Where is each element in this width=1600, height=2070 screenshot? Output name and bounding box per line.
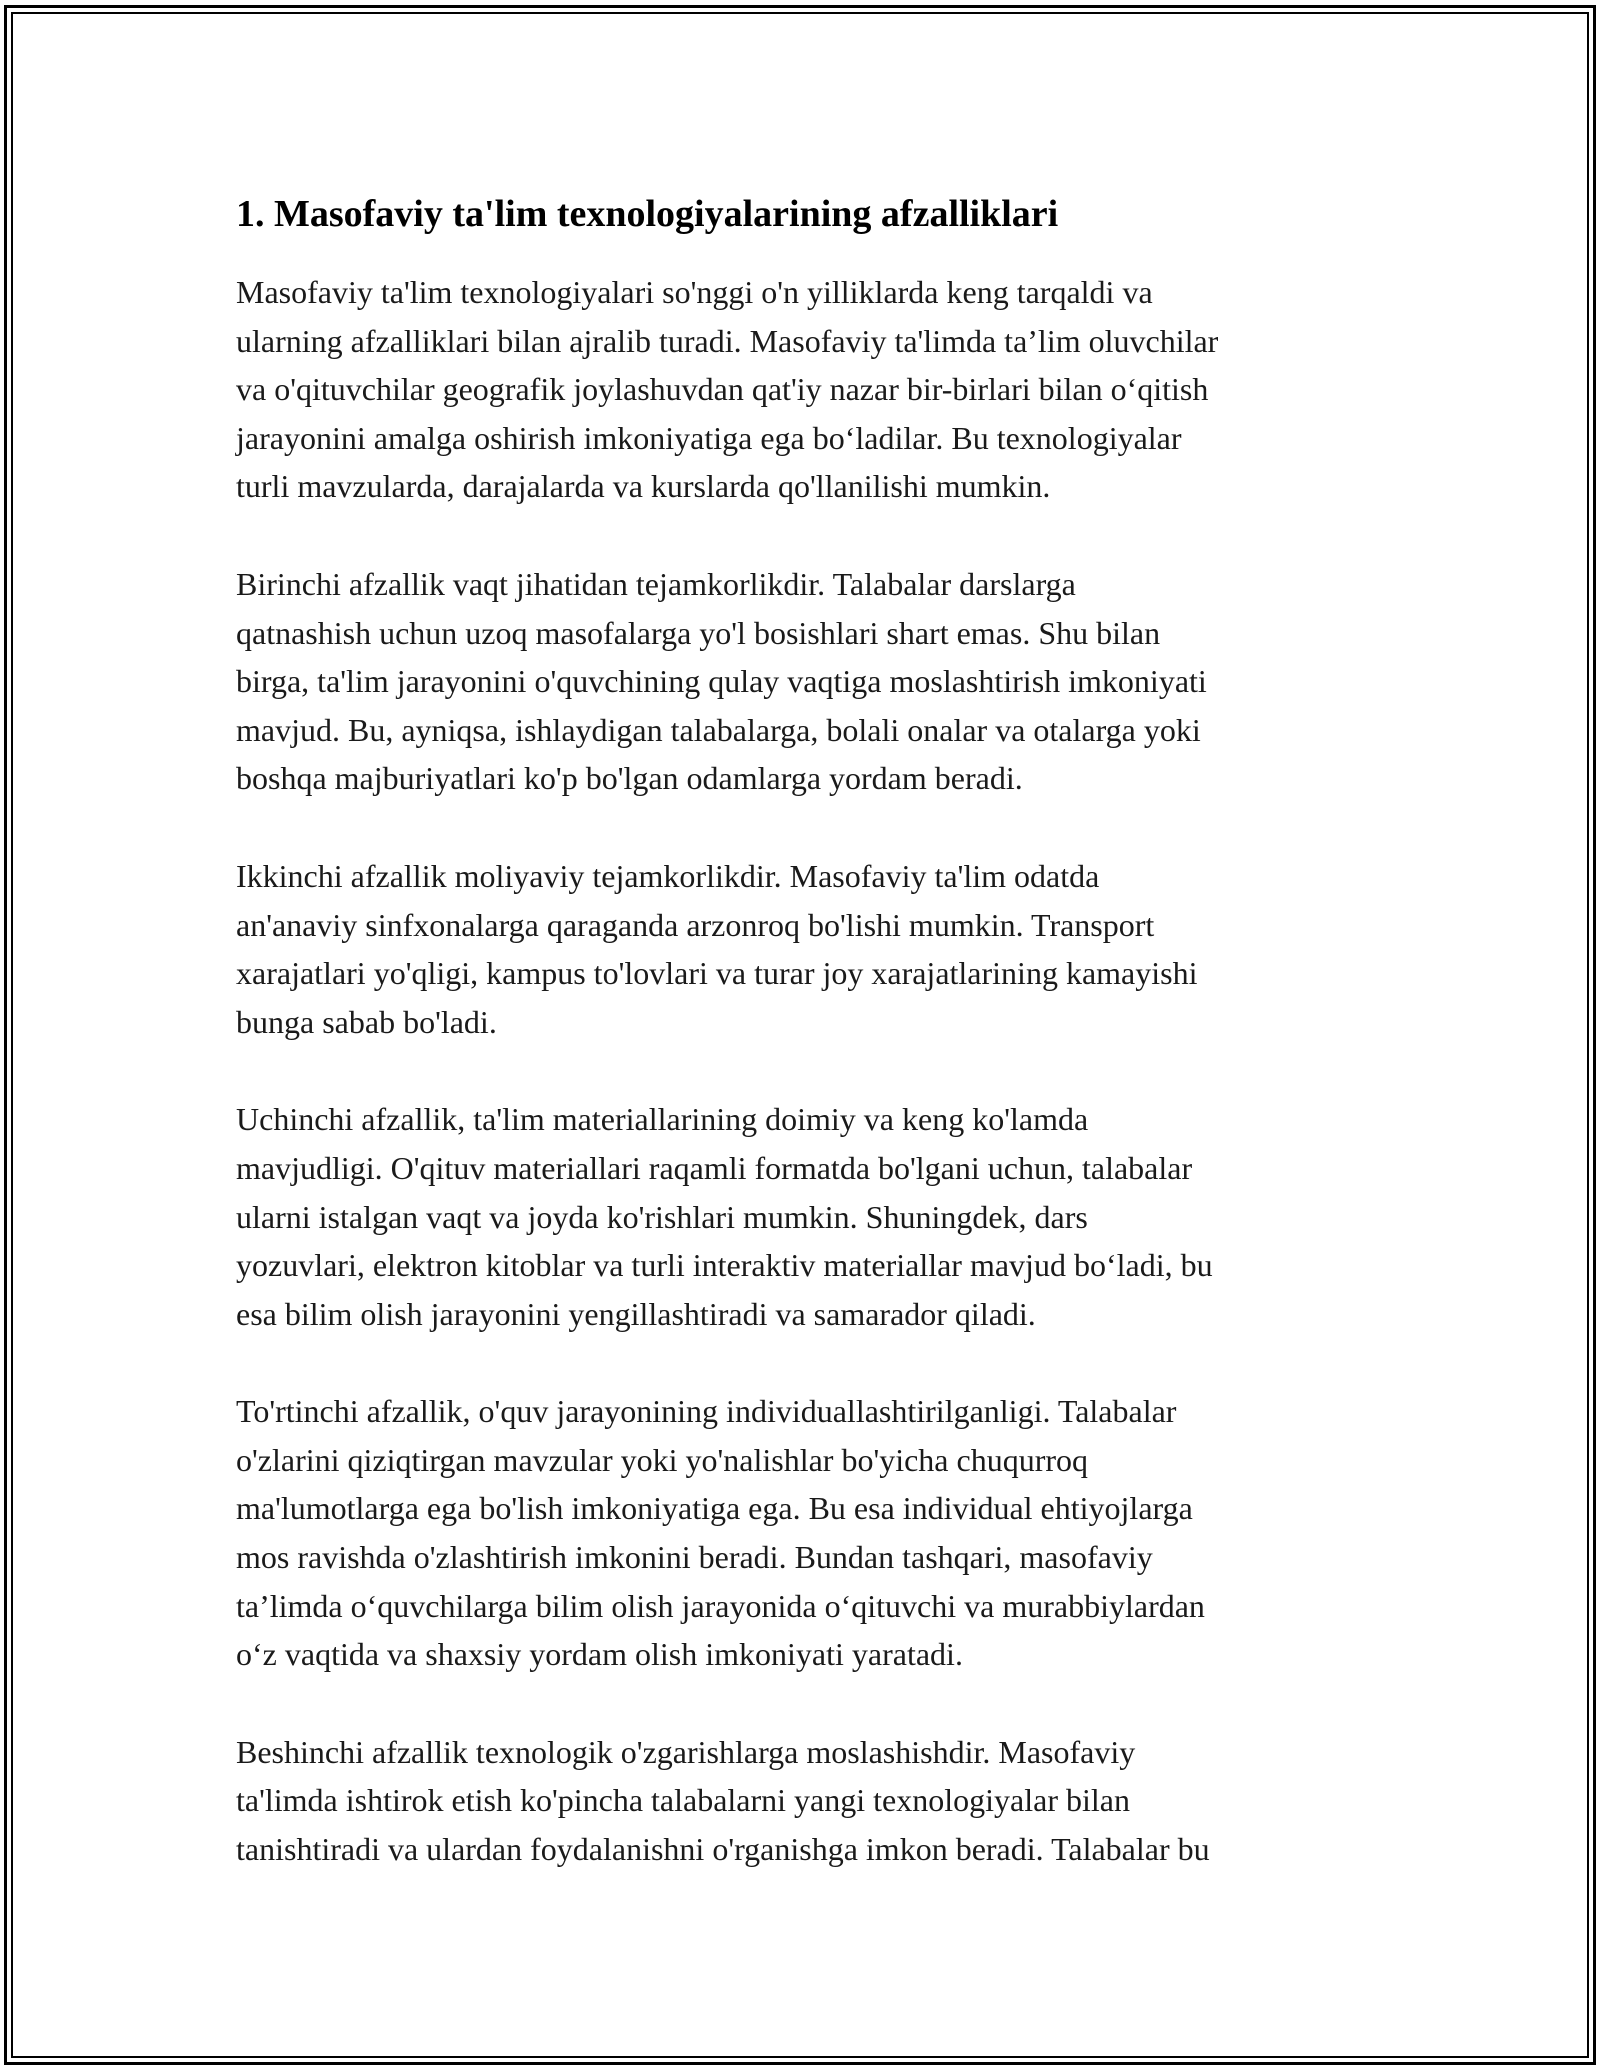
text-line: tanishtiradi va ulardan foydalanishni o'rganishga imkon beradi. Talabalar bu [236,1831,1210,1868]
text-line: Masofaviy ta'lim texnologiyalari so'nggi o'n yilliklarda keng tarqaldi va [236,274,1153,310]
paragraph-fifth-advantage [236,1728,1376,1874]
text-line: mavjud. Bu, ayniqsa, ishlaydigan talabalarga, bolali onalar va otalarga yoki [236,711,1201,748]
text-line: ma'lumotlarga ega bo'lish imkoniyatiga ega. Bu esa individual ehtiyojlarga [236,1490,1193,1527]
paragraph-first-advantage [236,560,1376,803]
text-line: o‘z vaqtida va shaxsiy yordam olish imkoniyati yaratadi. [236,1636,963,1673]
text-line: ularning afzalliklari bilan ajralib turadi. Masofaviy ta'limda ta’lim oluvchilar [236,322,1219,359]
text-line: xarajatlari yo'qligi, kampus to'lovlari va turar joy xarajatlarining kamayishi [236,955,1198,992]
text-line: mos ravishda o'zlashtirish imkonini beradi. Bundan tashqari, masofaviy [236,1539,1153,1576]
text-line: o'zlarini qiziqtirgan mavzular yoki yo'nalishlar bo'yicha chuqurroq [236,1441,1089,1478]
text-line: ularni istalgan vaqt va joyda ko'rishlari mumkin. Shuningdek, dars [236,1198,1088,1235]
text-line: To'rtinchi afzallik, o'quv jarayonining individuallashtirilganligi. Talabalar [236,1393,1177,1430]
paragraph-fourth-advantage [236,1387,1376,1679]
text-line: an'anaviy sinfxonalarga qaraganda arzonroq bo'lishi mumkin. Transport [236,906,1155,943]
document-body [236,186,1376,1923]
text-line: qatnashish uchun uzoq masofalarga yo'l bosishlari shart emas. Shu bilan [236,614,1161,651]
text-line: Birinchi afzallik vaqt jihatidan tejamkorlikdir. Talabalar darslarga [236,565,1076,602]
paragraph-third-advantage [236,1095,1376,1338]
text-line: Uchinchi afzallik, ta'lim materiallarining doimiy va keng ko'lamda [236,1101,1089,1138]
text-line: boshqa majburiyatlari ko'p bo'lgan odamlarga yordam beradi. [236,760,1023,797]
text-line: jarayonini amalga oshirish imkoniyatiga ega bo‘ladilar. Bu texnologiyalar [236,419,1182,456]
text-line: ta’limda o‘quvchilarga bilim olish jarayonida o‘qituvchi va murabbiylardan [236,1587,1205,1624]
text-line: birga, ta'lim jarayonini o'quvchining qulay vaqtiga moslashtirish imkoniyati [236,663,1207,700]
paragraph-second-advantage [236,852,1376,1046]
text-line: turli mavzularda, darajalarda va kurslarda qo'llanilishi mumkin. [236,468,1051,505]
text-line: mavjudligi. O'qituv materiallari raqamli formatda bo'lgani uchun, talabalar [236,1149,1193,1186]
text-line: va o'qituvchilar geografik joylashuvdan qat'iy nazar bir-birlari bilan o‘qitish [236,371,1209,408]
paragraph-intro [236,268,1376,511]
text-line: yozuvlari, elektron kitoblar va turli interaktiv materiallar mavjud bo‘ladi, bu [236,1247,1213,1284]
text-line: ta'limda ishtirok etish ko'pincha talabalarni yangi texnologiyalar bilan [236,1782,1130,1819]
text-line: Ikkinchi afzallik moliyaviy tejamkorlikdir. Masofaviy ta'lim odatda [236,857,1100,894]
text-line: esa bilim olish jarayonini yengillashtiradi va samarador qiladi. [236,1295,1036,1332]
text-line: bunga sabab bo'ladi. [236,1003,497,1040]
text-line: Beshinchi afzallik texnologik o'zgarishlarga moslashishdir. Masofaviy [236,1733,1136,1770]
section-heading: 1. Masofaviy ta'lim texnologiyalarining afzalliklari [236,193,1059,235]
